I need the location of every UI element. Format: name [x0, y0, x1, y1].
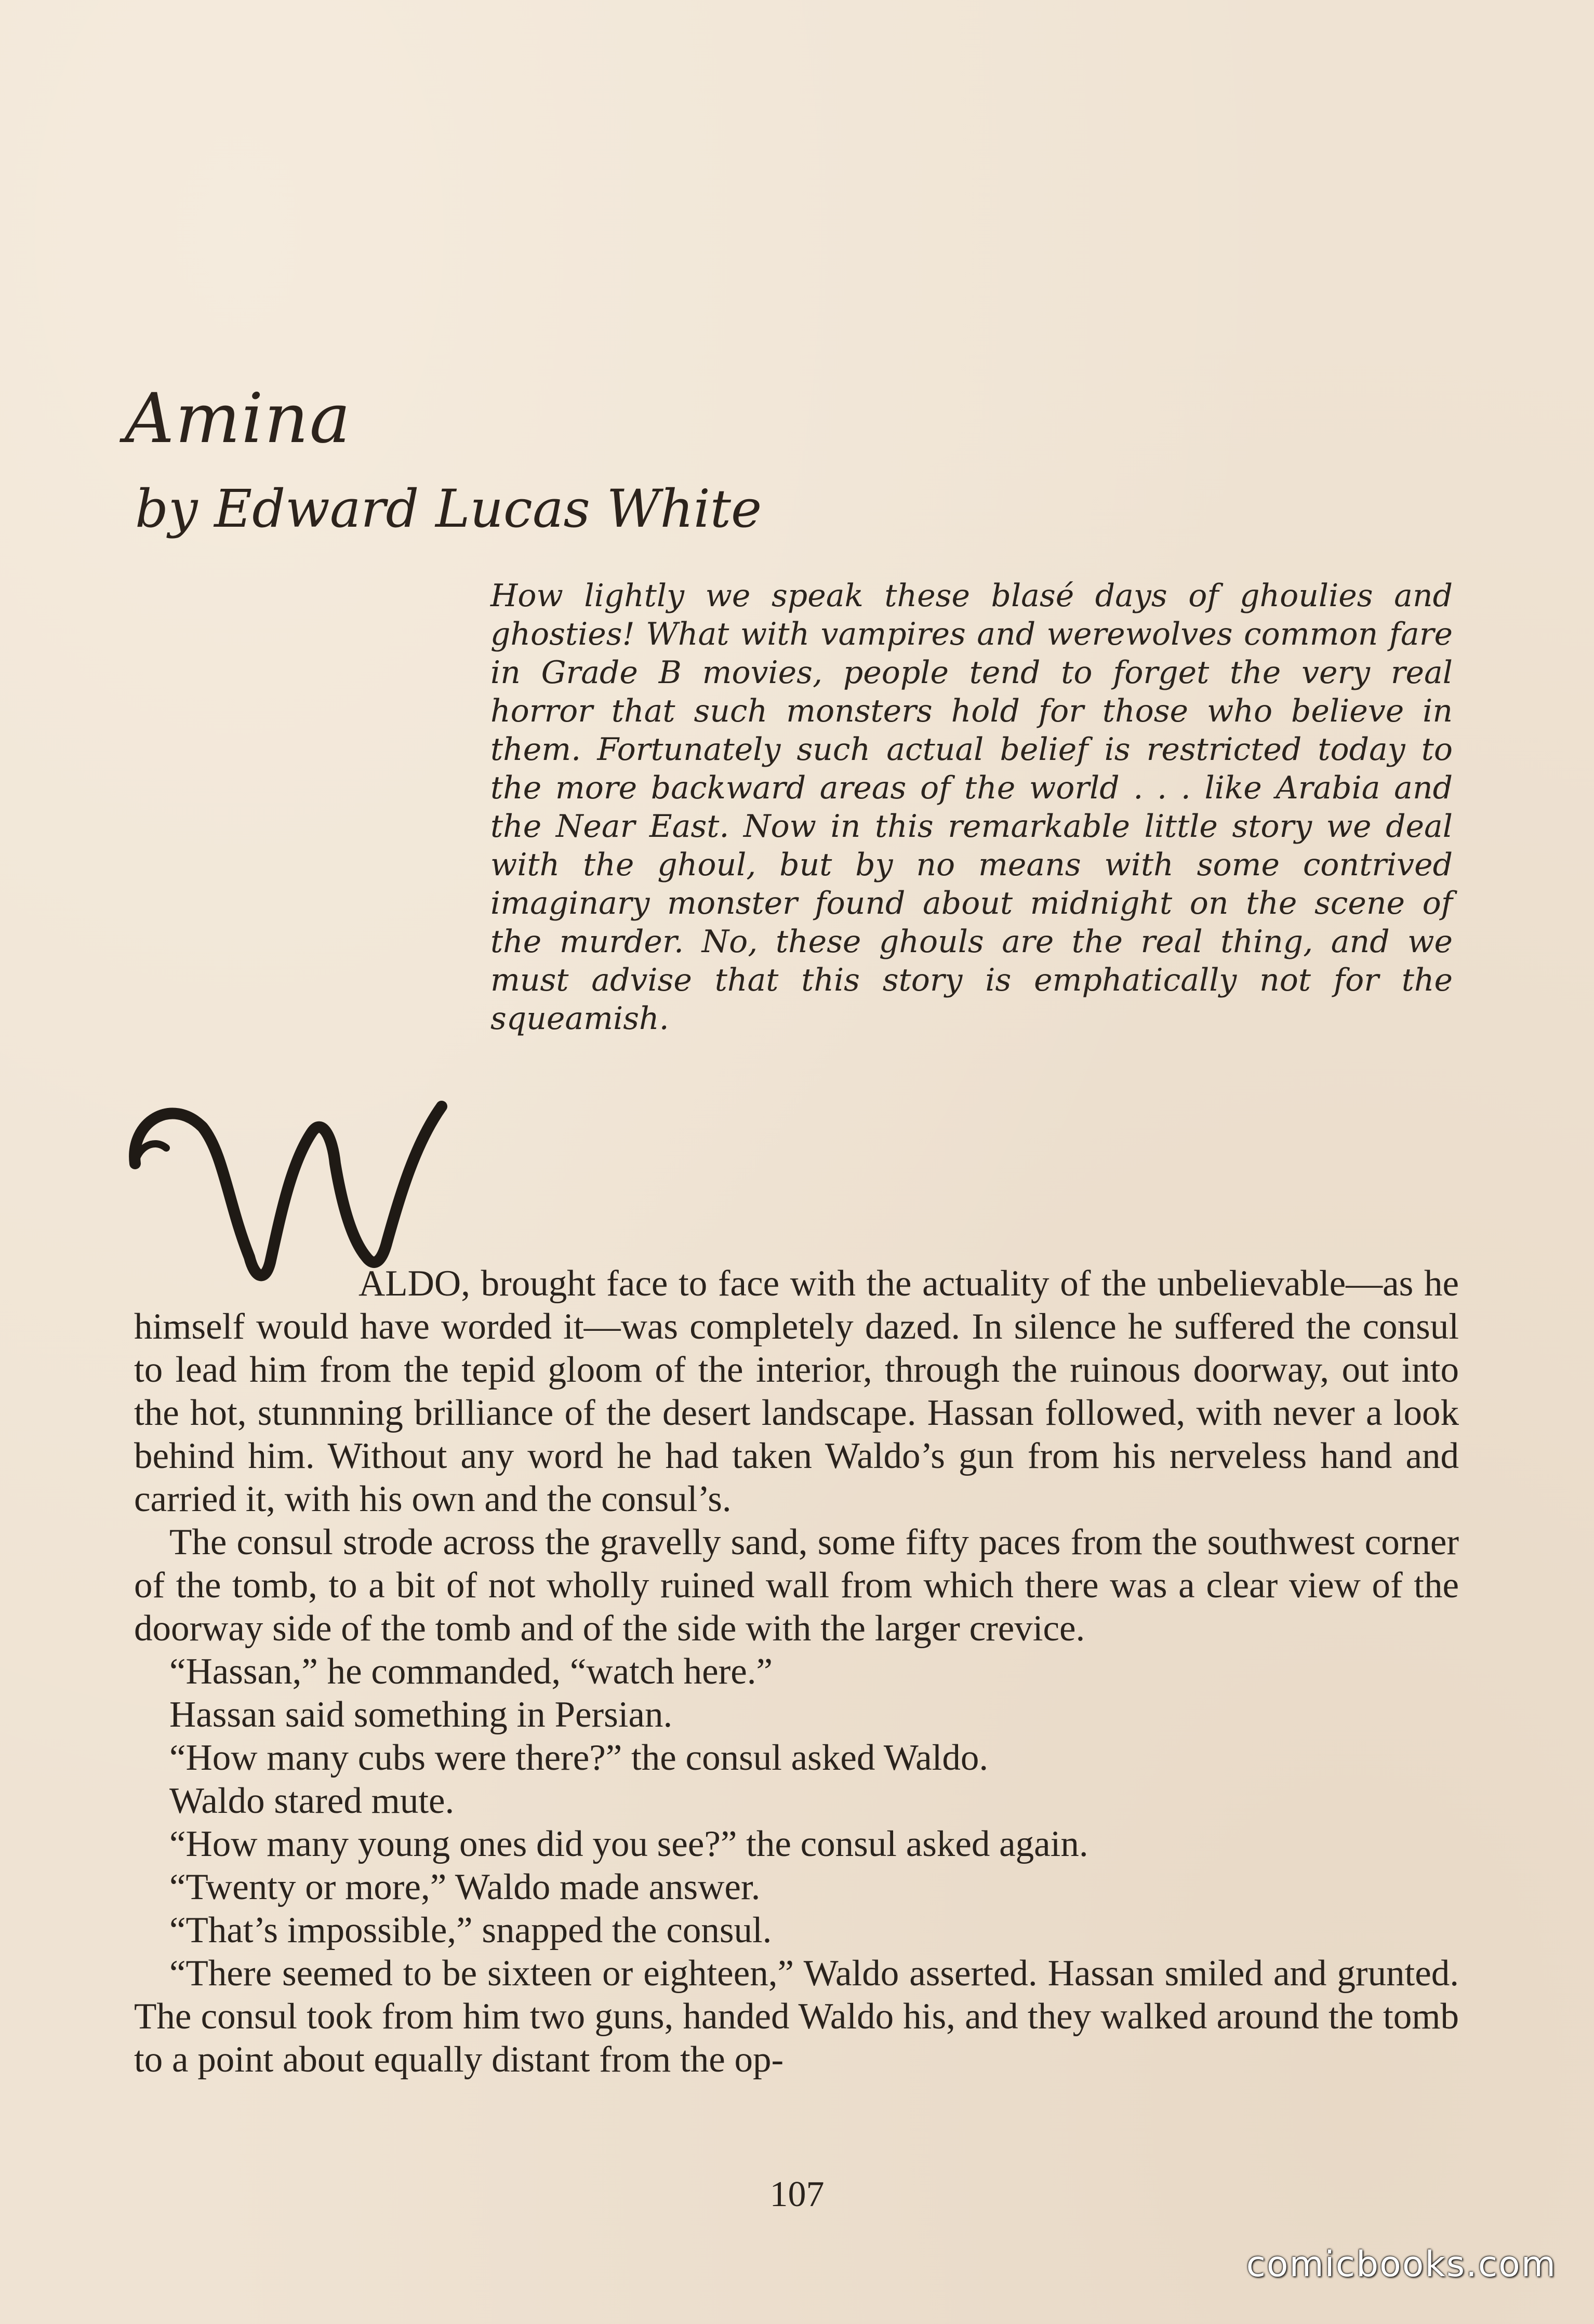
story-title: Amina: [125, 379, 352, 459]
page-number: 107: [769, 2174, 825, 2214]
story-paragraph: “There seemed to be sixteen or eighteen,” Waldo asserted. Hassan smiled and grunted. The consul took from him two guns, handed Waldo his, and they walked around the tomb to a point about equally distant from the op-: [134, 1953, 1459, 2080]
story-paragraph: “Twenty or more,” Waldo made answer.: [169, 1867, 761, 1907]
story-paragraph: The consul strode across the gravelly sand, some fifty paces from the southwest corner of the tomb, to a bit of not wholly ruined wall from which there was a clear view of the doorway side of the tomb and of the side with the larger crevice.: [134, 1522, 1459, 1649]
story-paragraph: “How many young ones did you see?” the consul asked again.: [169, 1824, 1088, 1864]
story-body: [134, 1262, 1459, 2081]
story-paragraph: “That’s impossible,” snapped the consul.: [169, 1910, 772, 1951]
story-paragraph: Waldo stared mute.: [169, 1781, 455, 1821]
story-paragraph: Hassan said something in Persian.: [169, 1694, 673, 1735]
author-byline: by Edward Lucas White: [135, 478, 762, 539]
drop-cap-letter: W: [125, 1078, 134, 1088]
story-paragraph: ALDO, brought face to face with the actuality of the unbelievable—as he himself would have worded it—was completely dazed. In silence he suffered the consul to lead him from the tepid gloom of the interior, through the ruinous doorway, out into the hot, stunnning brilliance of the desert landscape. Hassan followed, with never a look behind him. Without any word he had taken Waldo’s gun from his nerveless hand and carried it, with his own and the consul’s.: [134, 1263, 1459, 1519]
editorial-intro: How lightly we speak these blasé days of ghoulies and ghosties! What with vampires and werewolves common fare in Grade B movies, people tend to forget the very real horror that such monsters hold for those who believe in them. Fortunately such actual belief is restricted today to the more backward areas of the world . . . like Arabia and the Near East. Now in this remarkable little story we deal with the ghoul, but by no means with some contrived imaginary monster found about midnight on the scene of the murder. No, these ghouls are the real thing, and we must advise that this story is emphatically not for the squeamish.: [490, 578, 1453, 1037]
site-watermark: comicbooks.com: [1246, 2244, 1557, 2285]
story-paragraph: “How many cubs were there?” the consul asked Waldo.: [169, 1738, 989, 1778]
story-paragraph: “Hassan,” he commanded, “watch here.”: [169, 1651, 773, 1692]
